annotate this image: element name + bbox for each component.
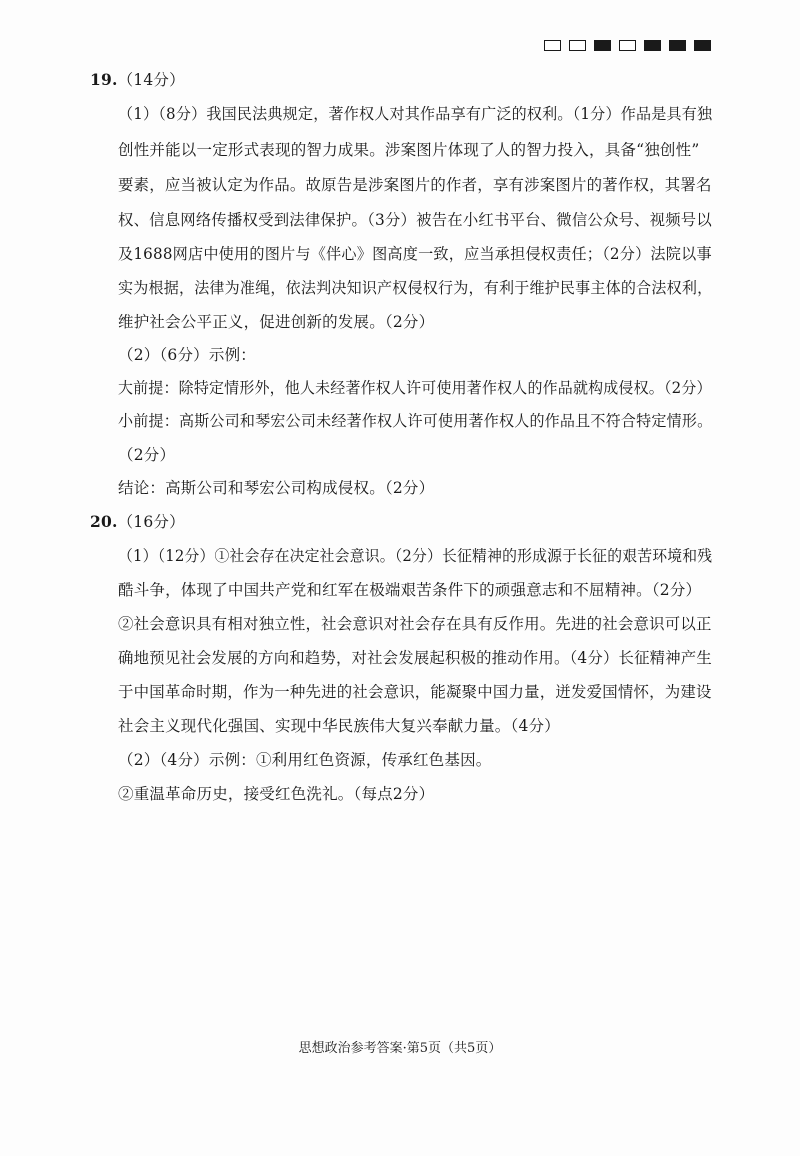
q19-line: 维护社会公平正义，促进创新的发展。（2分）	[118, 313, 435, 331]
q20-line: 确地预见社会发展的方向和趋势，对社会发展起积极的推动作用。（4分）长征精神产生	[118, 649, 712, 667]
q20-line: 社会主义现代化强国、实现中华民族伟大复兴奉献力量。（4分）	[118, 717, 560, 735]
q19-line: 及1688网店中使用的图片与《伴心》图高度一致，应当承担侵权责任；（2分）法院以事	[118, 245, 712, 263]
q19-line: （1）（8分）我国民法典规定，著作权人对其作品享有广泛的权利。（1分）作品是具有独	[118, 105, 713, 123]
q20-line: 于中国革命时期，作为一种先进的社会意识，能凝聚中国力量，迸发爱国情怀，为建设	[118, 683, 712, 701]
q19-number: 19.	[90, 70, 118, 89]
q19-line: 权、信息网络传播权受到法律保护。（3分）被告在小红书平台、微信公众号、视频号以	[118, 211, 712, 229]
q20-number: 20.	[90, 512, 118, 531]
q19-score: （14分）	[117, 71, 185, 89]
q19-line: （2）（6分）示例：	[118, 346, 256, 364]
mark-filled-5	[644, 40, 661, 51]
mark-empty-4	[619, 40, 636, 51]
q20-score: （16分）	[117, 513, 185, 531]
mark-filled-7	[694, 40, 711, 51]
q19-line: 要素，应当被认定为作品。故原告是涉案图片的作者，享有涉案图片的著作权，其署名	[118, 176, 712, 194]
q19-line: 创性并能以一定形式表现的智力成果。涉案图片体现了人的智力投入，具备“独创性”	[118, 141, 700, 159]
mark-empty-2	[569, 40, 586, 51]
q19-line: 小前提：高斯公司和琴宏公司未经著作权人许可使用著作权人的作品且不符合特定情形。	[118, 412, 713, 430]
q20-heading	[90, 512, 185, 532]
q20-line: （2）（4分）示例：①利用红色资源，传承红色基因。	[118, 751, 492, 769]
mark-filled-6	[669, 40, 686, 51]
q19-line: 实为根据，法律为准绳，依法判决知识产权侵权行为，有利于维护民事主体的合法权利，	[118, 279, 713, 297]
q19-line: （2分）	[118, 446, 176, 464]
mark-filled-3	[594, 40, 611, 51]
q20-line: ②重温革命历史，接受红色洗礼。（每点2分）	[118, 785, 435, 803]
q20-line: 酷斗争，体现了中国共产党和红军在极端艰苦条件下的顽强意志和不屈精神。（2分）	[118, 581, 702, 599]
page-footer: 思想政治参考答案·第5页（共5页）	[298, 1041, 502, 1056]
q19-line: 结论：高斯公司和琴宏公司构成侵权。（2分）	[118, 479, 435, 497]
q19-line: 大前提：除特定情形外，他人未经著作权人许可使用著作权人的作品就构成侵权。（2分）	[118, 379, 712, 397]
q20-line: ②社会意识具有相对独立性，社会意识对社会存在具有反作用。先进的社会意识可以正	[118, 615, 712, 633]
header-marks	[544, 40, 711, 51]
q19-heading	[90, 70, 185, 90]
mark-empty-1	[544, 40, 561, 51]
q20-line: （1）（12分）①社会存在决定社会意识。（2分）长征精神的形成源于长征的艰苦环境和残	[118, 547, 713, 565]
